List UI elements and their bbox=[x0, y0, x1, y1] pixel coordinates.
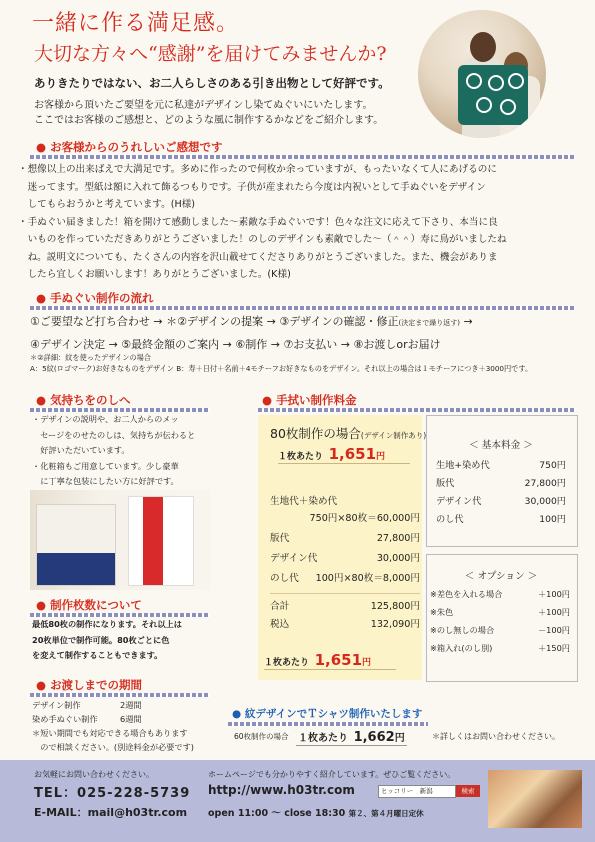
flow-note: ＊②詳細：紋を使ったデザインの場合 bbox=[30, 353, 151, 362]
tshirt-label: 60枚制作の場合 bbox=[234, 732, 289, 741]
page-subtitle: 大切な方々へ“感謝”を届けてみませんか? bbox=[34, 43, 387, 65]
voices-heading: ● お客様からのうれしいご感想です bbox=[36, 140, 223, 154]
voices-list: ・想像以上の出来ばえで大満足です。多めに作ったので何枚か余っていますが、もったいなくて人にあげるのに 迷ってます。型紙は額に入れて飾るつもりです。子供が産まれたら今度は内祝いとして手ぬぐいをデザイン してもらおうかと考えています。(H様) ・手ぬぐい届きました！箱を開けて感動しました〜素敵な手ぬぐいです！色々な注文に応えて下さり、本当に良 いものを作っていただきありがとうございました！のしのデザインも素敵でした〜（＾＾）寿に鳥がいましたね ね。説明文についても、たくさんの内容を沢山載せてくださりありがとうございました。また、機会がありま したら宜しくお願いします！ありがとうございました。(K様) bbox=[18, 164, 507, 280]
website-url[interactable]: http://www.h03tr.com bbox=[208, 783, 355, 797]
options-list: ※差色を入れる場合 ＋100円 ※朱色 ＋100円 ※のし無しの場合 －100円 ※箱入れ(のし別) ＋150円 bbox=[430, 589, 570, 653]
tshirt-price: １枚あたり 1,662円 bbox=[296, 726, 407, 746]
hp-label: ホームページでも分かりやすく紹介しています。ぜひご覧ください。 bbox=[208, 770, 456, 779]
flow-heading: ● 手ぬぐい制作の流れ bbox=[36, 291, 154, 305]
open-hours: open 11:00 〜 close 18:30 第２、第４月曜日定休 bbox=[208, 808, 424, 819]
couple-photo bbox=[418, 10, 546, 138]
options-heading: ＜ オプション ＞ bbox=[464, 571, 538, 582]
search-box[interactable]: ヒッコリー 新潟 bbox=[378, 785, 456, 798]
pricing-heading: ● 手拭い制作料金 bbox=[262, 393, 357, 407]
email-link[interactable]: E-MAIL：mail@h03tr.com bbox=[34, 806, 188, 819]
noshi-photo bbox=[30, 490, 210, 590]
feeling-text: ・デザインの説明や、お二人からのメッ セージをのせたのしは、気持ちが伝わると 好評いただいています。 ・化粧箱もご用意しています。少し豪華 に丁寧な包装にしたい方に好評です。 bbox=[32, 414, 196, 486]
basic-heading: ＜ 基本料金 ＞ bbox=[469, 440, 533, 451]
flow-steps: ①ご要望など打ち合わせ → ＊②デザインの提案 → ③デザインの確認・修正(決定まで繰り返す) → ④デザイン決定 → ⑤最終金額のご案内 → ⑥制作 → ⑦お支払い → ⑧お渡しorお届け bbox=[30, 315, 473, 351]
divider bbox=[258, 408, 576, 412]
quantity-text: 最低80枚の制作になります。それ以上は 20枚単位で制作可能。80枚ごとに色 を変えて制作することもできます。 bbox=[32, 619, 182, 660]
divider bbox=[30, 693, 210, 697]
page-title: 一緒に作る満足感。 bbox=[32, 11, 240, 36]
search-button[interactable]: 検索 bbox=[456, 785, 480, 797]
delivery-heading: ● お渡しまでの期間 bbox=[36, 678, 143, 692]
lead-text: ありきたりではない、お二人らしさのある引き出物として好評です。 bbox=[34, 76, 390, 90]
basic-list: 生地+染め代 750円 版代 27,800円 デザイン代 30,000円 のし代 100円 bbox=[436, 460, 566, 525]
per-price-bottom: １枚あたり 1,651円 bbox=[264, 650, 396, 670]
price-breakdown: 生地代＋染め代 750円×80枚＝60,000円 版代 27,800円 デザイン代 30,000円 のし代 100円×80枚＝8,000円 bbox=[270, 496, 420, 584]
case-title: 80枚制作の場合(デザイン制作あり) bbox=[270, 426, 427, 441]
per-price: １枚あたり 1,651円 bbox=[278, 444, 410, 464]
lead-text: ここではお客様のご感想と、どのような風に制作するかなどをご紹介します。 bbox=[34, 115, 384, 126]
tshirt-heading: ● 紋デザインでＴシャツ制作いたします bbox=[232, 708, 423, 720]
feeling-heading: ● 気持ちをのしへ bbox=[36, 393, 131, 407]
tel-number[interactable]: TEL：025-228-5739 bbox=[34, 786, 191, 801]
divider bbox=[30, 155, 575, 159]
quantity-heading: ● 制作枚数について bbox=[36, 598, 142, 612]
contact-label: お気軽にお問い合わせください。 bbox=[34, 770, 154, 779]
lead-text: お客様から頂いたご要望を元に私達がデザインし染てぬぐいにいたします。 bbox=[34, 100, 373, 111]
tshirt-note: ＊詳しくはお問い合わせください。 bbox=[432, 732, 560, 741]
shop-photo bbox=[488, 770, 582, 828]
divider bbox=[30, 306, 575, 310]
flow-note: A：5紋(ロゴマーク)お好きなものをデザイン B：寿＋日付＋名前＋4モチーフお好きなものをデザイン。それ以上の場合は１モチーフにつき＋3000円です。 bbox=[30, 364, 533, 373]
delivery-list: デザイン制作 2週間 染め手ぬぐい制作 6週間 ＊短い期間でも対応できる場合もあります ので相談ください。(別途料金が必要です) bbox=[32, 700, 194, 752]
price-total: 合計 125,800円 税込 132,090円 bbox=[270, 601, 420, 630]
